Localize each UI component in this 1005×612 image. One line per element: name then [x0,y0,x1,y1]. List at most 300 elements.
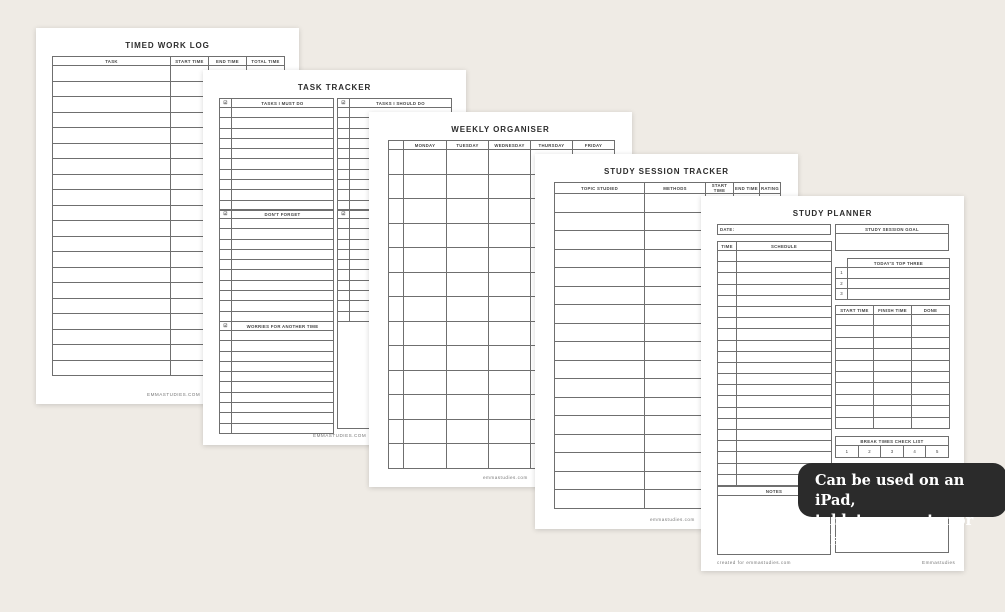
weekly-organiser-row-cell [389,150,404,175]
schedule-row-cell [718,463,737,474]
task-tracker-section-label: TASKS I MUST DO [232,99,334,108]
weekly-organiser-row-cell [489,321,531,346]
weekly-organiser-row-cell [489,370,531,395]
weekly-organiser-column-header: FRIDAY [573,141,615,150]
study-session-tracker-row-cell [555,231,645,250]
task-tracker-cell [338,128,350,138]
checkbox-icon: ☑ [338,210,350,219]
study-session-tracker-column-header: METHODS [645,183,706,194]
task-tracker-cell [232,311,334,321]
top-three-row [836,289,950,300]
schedule-row-cell [718,306,737,317]
date-box [717,224,831,235]
task-tracker-section [219,209,334,322]
task-tracker-cell [220,108,232,118]
task-tracker-cell [232,270,334,280]
schedule-row-cell [737,441,832,452]
study-planner-footer-left: created for emmastudies.com [717,560,792,565]
session-row-cell [912,337,950,348]
schedule-row-cell [718,351,737,362]
study-session-tracker-row-cell [645,471,706,490]
weekly-organiser-column-header: TUESDAY [447,141,489,150]
study-session-tracker-row-cell [555,249,645,268]
weekly-organiser-row-cell [489,199,531,224]
schedule-row-cell [718,441,737,452]
task-tracker-cell [220,138,232,148]
timed-work-log-row-cell [53,159,171,175]
schedule-row-cell [737,430,832,441]
schedule-row-cell [737,396,832,407]
break-checkbox: 4 [903,446,926,458]
session-row-cell [912,383,950,394]
session-row-cell [874,360,912,371]
schedule-row-cell [718,273,737,284]
weekly-organiser-row-cell [489,223,531,248]
task-tracker-cell [338,229,350,239]
schedule-row-cell [718,396,737,407]
weekly-organiser-row-cell [489,297,531,322]
schedule-row-cell [718,430,737,441]
task-tracker-cell [338,280,350,290]
task-tracker-cell [220,392,232,402]
study-session-tracker-row-cell [645,434,706,453]
study-planner-footer-right: Emmastudies [922,560,956,565]
top-three-row [836,278,950,289]
task-tracker-cell [232,118,334,128]
weekly-organiser-row-cell [489,395,531,420]
schedule-row-cell [737,351,832,362]
session-row-cell [836,360,874,371]
schedule-row-cell [718,374,737,385]
task-tracker-cell [220,280,232,290]
task-tracker-cell [338,169,350,179]
study-session-tracker-row-cell [645,342,706,361]
weekly-organiser-row-cell [489,419,531,444]
task-tracker-cell [220,190,232,200]
task-tracker-cell [232,351,334,361]
break-checkbox: 2 [858,446,881,458]
badge-line-1: Can be used on an iPad, [815,472,965,509]
task-tracker-cell [232,180,334,190]
schedule-row [718,306,832,317]
schedule-row-cell [737,284,832,295]
task-tracker-cell [220,341,232,351]
checkbox-icon: ☑ [220,322,232,331]
timed-work-log-column-header: TASK [53,57,171,66]
task-tracker-row [220,361,334,371]
session-row [836,417,950,428]
timed-work-log-row-cell [53,360,171,376]
task-tracker-cell [220,180,232,190]
task-tracker-section-label: DON'T FORGET [232,210,334,219]
session-row [836,371,950,382]
study-session-tracker-row-cell [555,212,645,231]
timed-work-log-footer: EMMASTUDIES.COM [147,392,201,397]
schedule-row-cell [718,340,737,351]
task-tracker-cell [232,291,334,301]
weekly-organiser-row-cell [389,297,404,322]
timed-work-log-row-cell [53,112,171,128]
schedule-row [718,251,832,262]
session-row-cell [836,337,874,348]
break-checkbox: 3 [881,446,904,458]
schedule-row-cell [718,418,737,429]
task-tracker-cell [220,159,232,169]
session-row-cell [874,394,912,405]
session-row-cell [912,406,950,417]
weekly-organiser-row-cell [404,297,447,322]
schedule-row-cell [737,306,832,317]
task-tracker-section [219,98,334,211]
weekly-organiser-column-header: THURSDAY [531,141,573,150]
study-session-tracker-column-header: START TIME [706,183,734,194]
session-row-cell [874,371,912,382]
top-three-number: 3 [836,289,848,300]
task-tracker-cell [232,138,334,148]
weekly-organiser-row-cell [447,346,489,371]
task-tracker-cell [232,149,334,159]
task-tracker-cell [232,372,334,382]
schedule-row [718,295,832,306]
timed-work-log-row-cell [53,97,171,113]
task-tracker-cell [232,341,334,351]
study-session-tracker-row-cell [555,323,645,342]
task-tracker-cell [232,260,334,270]
task-tracker-cell [220,331,232,341]
weekly-organiser-row-cell [447,419,489,444]
task-tracker-row [220,118,334,128]
weekly-organiser-row-cell [389,223,404,248]
weekly-organiser-row-cell [447,248,489,273]
timed-work-log-row-cell [53,205,171,221]
session-row-cell [912,394,950,405]
weekly-organiser-row-cell [489,272,531,297]
todays-top-three-table [835,258,950,300]
study-session-goal-box [835,224,949,251]
top-three-cell [848,278,950,289]
study-session-tracker-row-cell [645,490,706,509]
schedule-row [718,351,832,362]
schedule-row [718,329,832,340]
task-tracker-row [220,311,334,321]
timed-work-log-row-cell [53,252,171,268]
weekly-organiser-row-cell [389,395,404,420]
timed-work-log-column-header: START TIME [171,57,209,66]
notes-label: NOTES [718,487,831,496]
schedule-row-cell [737,262,832,273]
task-tracker-cell [338,301,350,311]
task-tracker-section-label: TASKS I SHOULD DO [350,99,452,108]
study-session-tracker-row-cell [555,490,645,509]
task-tracker-cell [220,382,232,392]
schedule-row-cell [718,362,737,373]
task-tracker-row [220,423,334,433]
timed-work-log-row-cell [53,314,171,330]
weekly-organiser-row-cell [447,150,489,175]
schedule-row [718,284,832,295]
timed-work-log-row-cell [53,190,171,206]
weekly-organiser-row-cell [447,297,489,322]
date-label: DATE: [720,227,735,232]
badge-line-2: tablet, computer or Mac. [815,512,974,549]
weekly-organiser-row-cell [447,444,489,469]
timed-work-log-row-cell [53,298,171,314]
schedule-row [718,430,832,441]
task-tracker-cell [232,190,334,200]
task-tracker-cell [232,219,334,229]
schedule-row [718,262,832,273]
session-row-cell [836,315,874,326]
timed-work-log-row-cell [53,66,171,82]
weekly-organiser-row-cell [389,444,404,469]
session-row-cell [836,349,874,360]
schedule-row [718,441,832,452]
session-row-cell [874,383,912,394]
task-tracker-cell [338,270,350,280]
session-row [836,326,950,337]
task-tracker-section-label: WORRIES FOR ANOTHER TIME [232,322,334,331]
task-tracker-cell [338,219,350,229]
study-session-tracker-column-header: END TIME [734,183,760,194]
study-session-tracker-row-cell [645,416,706,435]
task-tracker-row [220,382,334,392]
task-tracker-cell [232,169,334,179]
weekly-organiser-row-cell [404,150,447,175]
weekly-organiser-row-cell [447,272,489,297]
study-session-tracker-title: STUDY SESSION TRACKER [604,167,729,176]
session-row-cell [874,349,912,360]
weekly-organiser-row-cell [404,395,447,420]
schedule-row [718,273,832,284]
schedule-row-cell [737,318,832,329]
session-row-cell [836,406,874,417]
schedule-row-cell [737,385,832,396]
task-tracker-cell [220,229,232,239]
task-tracker-row [220,413,334,423]
schedule-row-cell [737,295,832,306]
task-tracker-cell [338,138,350,148]
top-three-number: 2 [836,278,848,289]
task-tracker-cell [220,372,232,382]
session-row-cell [836,417,874,428]
timed-work-log-row-cell [53,128,171,144]
session-row-cell [874,406,912,417]
task-tracker-cell [338,149,350,159]
weekly-organiser-row-cell [447,223,489,248]
timed-work-log-row-cell [53,143,171,159]
session-row-cell [836,394,874,405]
weekly-organiser-row-cell [404,321,447,346]
schedule-row-cell [718,407,737,418]
schedule-row-cell [737,340,832,351]
schedule-table [717,241,832,486]
timed-work-log-column-header: END TIME [209,57,247,66]
task-tracker-cell [232,159,334,169]
session-row-cell [912,371,950,382]
session-row [836,349,950,360]
task-tracker-cell [338,311,350,321]
session-row [836,406,950,417]
schedule-row-cell [718,452,737,463]
study-session-tracker-row-cell [555,360,645,379]
schedule-row [718,340,832,351]
weekly-organiser-row-cell [447,370,489,395]
checkbox-icon: ☑ [220,210,232,219]
task-tracker-cell [232,128,334,138]
timed-work-log-row-cell [53,329,171,345]
weekly-organiser-row-cell [489,150,531,175]
task-tracker-cell [338,260,350,270]
timed-work-log-column-header: TOTAL TIME [247,57,285,66]
study-session-tracker-row-cell [555,453,645,472]
schedule-row [718,407,832,418]
schedule-row-cell [737,374,832,385]
weekly-organiser-row-cell [404,419,447,444]
schedule-row [718,452,832,463]
schedule-row-cell [737,407,832,418]
schedule-column-header: SCHEDULE [737,242,832,251]
task-tracker-cell [220,413,232,423]
timed-work-log-row-cell [53,267,171,283]
schedule-row [718,385,832,396]
task-tracker-cell [232,301,334,311]
task-tracker-cell [338,291,350,301]
weekly-organiser-row-cell [389,272,404,297]
weekly-organiser-row-cell [404,199,447,224]
session-row-cell [874,315,912,326]
task-tracker-cell [338,249,350,259]
weekly-organiser-column-header: MONDAY [404,141,447,150]
weekly-organiser-row-cell [389,174,404,199]
study-session-tracker-row-cell [645,194,706,213]
schedule-row-cell [737,251,832,262]
schedule-row [718,318,832,329]
schedule-row-cell [718,318,737,329]
todays-top-three-label: TODAY'S TOP THREE [848,259,950,268]
timed-work-log-row-cell [53,174,171,190]
task-tracker-row [220,159,334,169]
study-session-tracker-row-cell [645,397,706,416]
task-tracker-cell [338,118,350,128]
weekly-organiser-row-cell [389,419,404,444]
task-tracker-cell [338,108,350,118]
weekly-organiser-row-cell [489,248,531,273]
task-tracker-cell [232,392,334,402]
weekly-organiser-row-cell [489,444,531,469]
session-row [836,315,950,326]
task-tracker-cell [220,219,232,229]
session-row-cell [912,315,950,326]
top-three-cell [848,268,950,279]
task-tracker-row [220,239,334,249]
schedule-row [718,374,832,385]
session-row-cell [836,326,874,337]
timed-work-log-row-cell [53,345,171,361]
schedule-row-cell [718,295,737,306]
task-tracker-cell [220,239,232,249]
weekly-organiser-row-cell [447,395,489,420]
task-tracker-cell [220,361,232,371]
study-session-tracker-row-cell [555,397,645,416]
task-tracker-row [220,190,334,200]
study-session-tracker-row-cell [645,305,706,324]
study-session-tracker-row-cell [555,434,645,453]
weekly-organiser-row-cell [389,346,404,371]
task-tracker-row [220,372,334,382]
top-three-number: 1 [836,268,848,279]
session-row-cell [912,349,950,360]
weekly-organiser-row-cell [404,370,447,395]
session-times-table [835,305,950,429]
weekly-organiser-row-cell [447,174,489,199]
break-checkbox: 1 [836,446,859,458]
study-session-tracker-row-cell [555,305,645,324]
break-times-label: BREAK TIMES CHECK LIST [836,437,949,446]
task-tracker-cell [232,331,334,341]
task-tracker-cell [220,403,232,413]
study-session-tracker-row-cell [555,268,645,287]
schedule-row-cell [718,329,737,340]
task-tracker-cell [232,361,334,371]
task-tracker-row [220,301,334,311]
weekly-organiser-row-cell [404,346,447,371]
schedule-column-header: TIME [718,242,737,251]
session-row-cell [874,417,912,428]
task-tracker-footer: EMMASTUDIES.COM [313,433,367,438]
task-tracker-row [220,128,334,138]
weekly-organiser-column-header: WEDNESDAY [489,141,531,150]
task-tracker-cell [232,239,334,249]
study-session-tracker-row-cell [555,286,645,305]
task-tracker-cell [220,301,232,311]
study-session-tracker-row-cell [555,379,645,398]
task-tracker-cell [232,280,334,290]
weekly-organiser-row-cell [389,321,404,346]
study-session-tracker-footer: emmastudies.com [650,517,695,522]
weekly-organiser-footer: emmastudies.com [483,475,528,480]
weekly-organiser-row-cell [404,444,447,469]
task-tracker-row [220,229,334,239]
study-session-tracker-row-cell [555,471,645,490]
task-tracker-row [220,249,334,259]
task-tracker-row [220,403,334,413]
study-session-tracker-row-cell [555,194,645,213]
schedule-row-cell [718,251,737,262]
session-row [836,394,950,405]
schedule-row-cell [737,273,832,284]
break-checkbox: 5 [926,446,949,458]
checkbox-icon: ☑ [338,99,350,108]
task-tracker-cell [220,249,232,259]
session-row-cell [836,371,874,382]
study-session-tracker-row-cell [645,231,706,250]
timed-work-log-row-cell [53,81,171,97]
top-three-row [836,268,950,279]
checkbox-icon: ☑ [220,99,232,108]
schedule-row-cell [737,452,832,463]
session-row-cell [912,417,950,428]
study-session-tracker-column-header: RATING [760,183,781,194]
weekly-organiser-title: WEEKLY ORGANISER [451,125,550,134]
session-column-header: DONE [912,306,950,315]
task-tracker-cell [232,229,334,239]
task-tracker-cell [220,423,232,433]
task-tracker-row [220,260,334,270]
task-tracker-row [220,280,334,290]
timed-work-log-title: TIMED WORK LOG [125,41,210,50]
session-row-cell [874,337,912,348]
task-tracker-row [220,291,334,301]
